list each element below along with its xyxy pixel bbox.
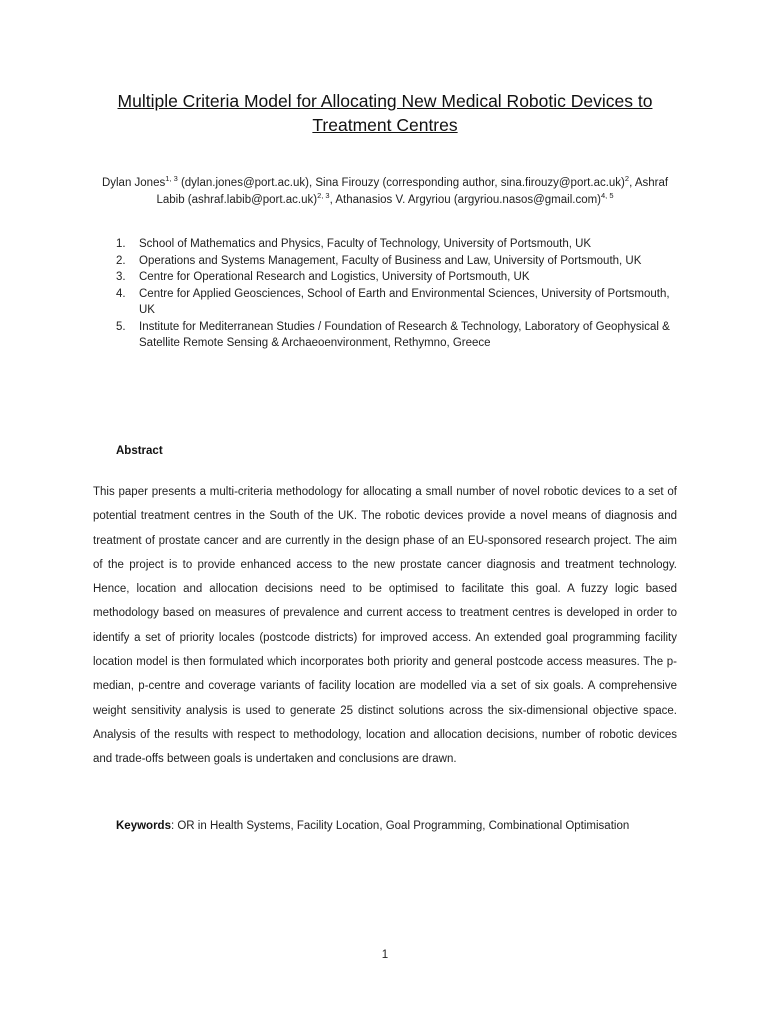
author-name: Dylan Jones	[101, 177, 166, 189]
affiliation-number: 4.	[116, 287, 126, 300]
author-text: , Ashraf Labib (ashraf.labib@port.ac.uk)	[156, 177, 669, 206]
affiliation-item	[116, 236, 676, 253]
paper-title: Multiple Criteria Model for Allocating New Medical Robotic Devices to Treatment Centres	[117, 91, 653, 135]
affiliation-text: School of Mathematics and Physics, Faculty of Technology, University of Portsmouth, UK	[139, 238, 592, 250]
affiliation-number: 5.	[116, 320, 126, 333]
page-number: 1	[381, 949, 389, 961]
keywords-text: : OR in Health Systems, Facility Location, Goal Programming, Combinational Optimisation	[170, 820, 630, 832]
author-affiliation-sup: 4, 5	[601, 191, 614, 201]
affiliation-number: 3.	[116, 271, 126, 283]
author-affiliation-sup: 2, 3	[317, 191, 330, 201]
abstract-heading: Abstract	[116, 445, 163, 457]
affiliation-number: 1.	[116, 238, 126, 250]
affiliation-number: 2.	[116, 254, 126, 267]
abstract-body: This paper presents a multi-criteria methodology for allocating a small number of novel robotic devices to a set of potential treatment centres in the South of the UK. The robotic devices provide a novel means of diagnosis and treatment of prostate cancer and are currently in the design phase of an EU-sponsored research project. The aim of the project is to provide enhanced access to the new prostate cancer diagnosis and treatment technology. Hence, location and allocation decisions need to be optimised to facilitate this goal. A fuzzy logic based methodology based on measures of prevalence and current access to treatment centres is developed in order to identify a set of priority locales (postcode districts) for improved access. An extended goal programming facility location model is then formulated which incorporates both priority and general postcode access measures. The p-median, p-centre and coverage variants of facility location are modelled via a set of six goals. A comprehensive weight sensitivity analysis is used to generate 25 distinct solutions across the six-dimensional objective space. Analysis of the results with respect to methodology, location and allocation decisions, number of robotic devices and trade-offs between goals is undertaken and conclusions are drawn.	[93, 486, 677, 766]
affiliation-item	[116, 286, 676, 319]
affiliation-item	[116, 253, 676, 270]
affiliation-text: Institute for Mediterranean Studies / Foundation of Research & Technology, Laboratory of Geophysical & Satellite Remote Sensing & Archaeoenvironment, Rethymno, Greece	[139, 320, 670, 349]
affiliation-text: Operations and Systems Management, Faculty of Business and Law, University of Portsmouth, UK	[139, 254, 642, 267]
author-block	[100, 175, 670, 209]
keywords-line	[116, 810, 677, 843]
author-affiliation-sup: 1, 3	[165, 174, 178, 184]
affiliation-text: Centre for Operational Research and Logistics, University of Portsmouth, UK	[139, 271, 530, 283]
author-text: , Athanasios V. Argyriou (argyriou.nasos@gmail.com)	[329, 194, 602, 206]
affiliation-text: Centre for Applied Geosciences, School of Earth and Environmental Sciences, University of Portsmouth, UK	[139, 287, 670, 316]
affiliation-item	[116, 269, 676, 286]
keywords-label: Keywords	[116, 820, 171, 832]
affiliation-item	[116, 319, 676, 352]
affiliation-list	[116, 236, 676, 352]
author-text: (dylan.jones@port.ac.uk), Sina Firouzy (corresponding author, sina.firouzy@port.ac.uk)	[177, 177, 625, 189]
author-affiliation-sup: 2	[624, 174, 630, 184]
